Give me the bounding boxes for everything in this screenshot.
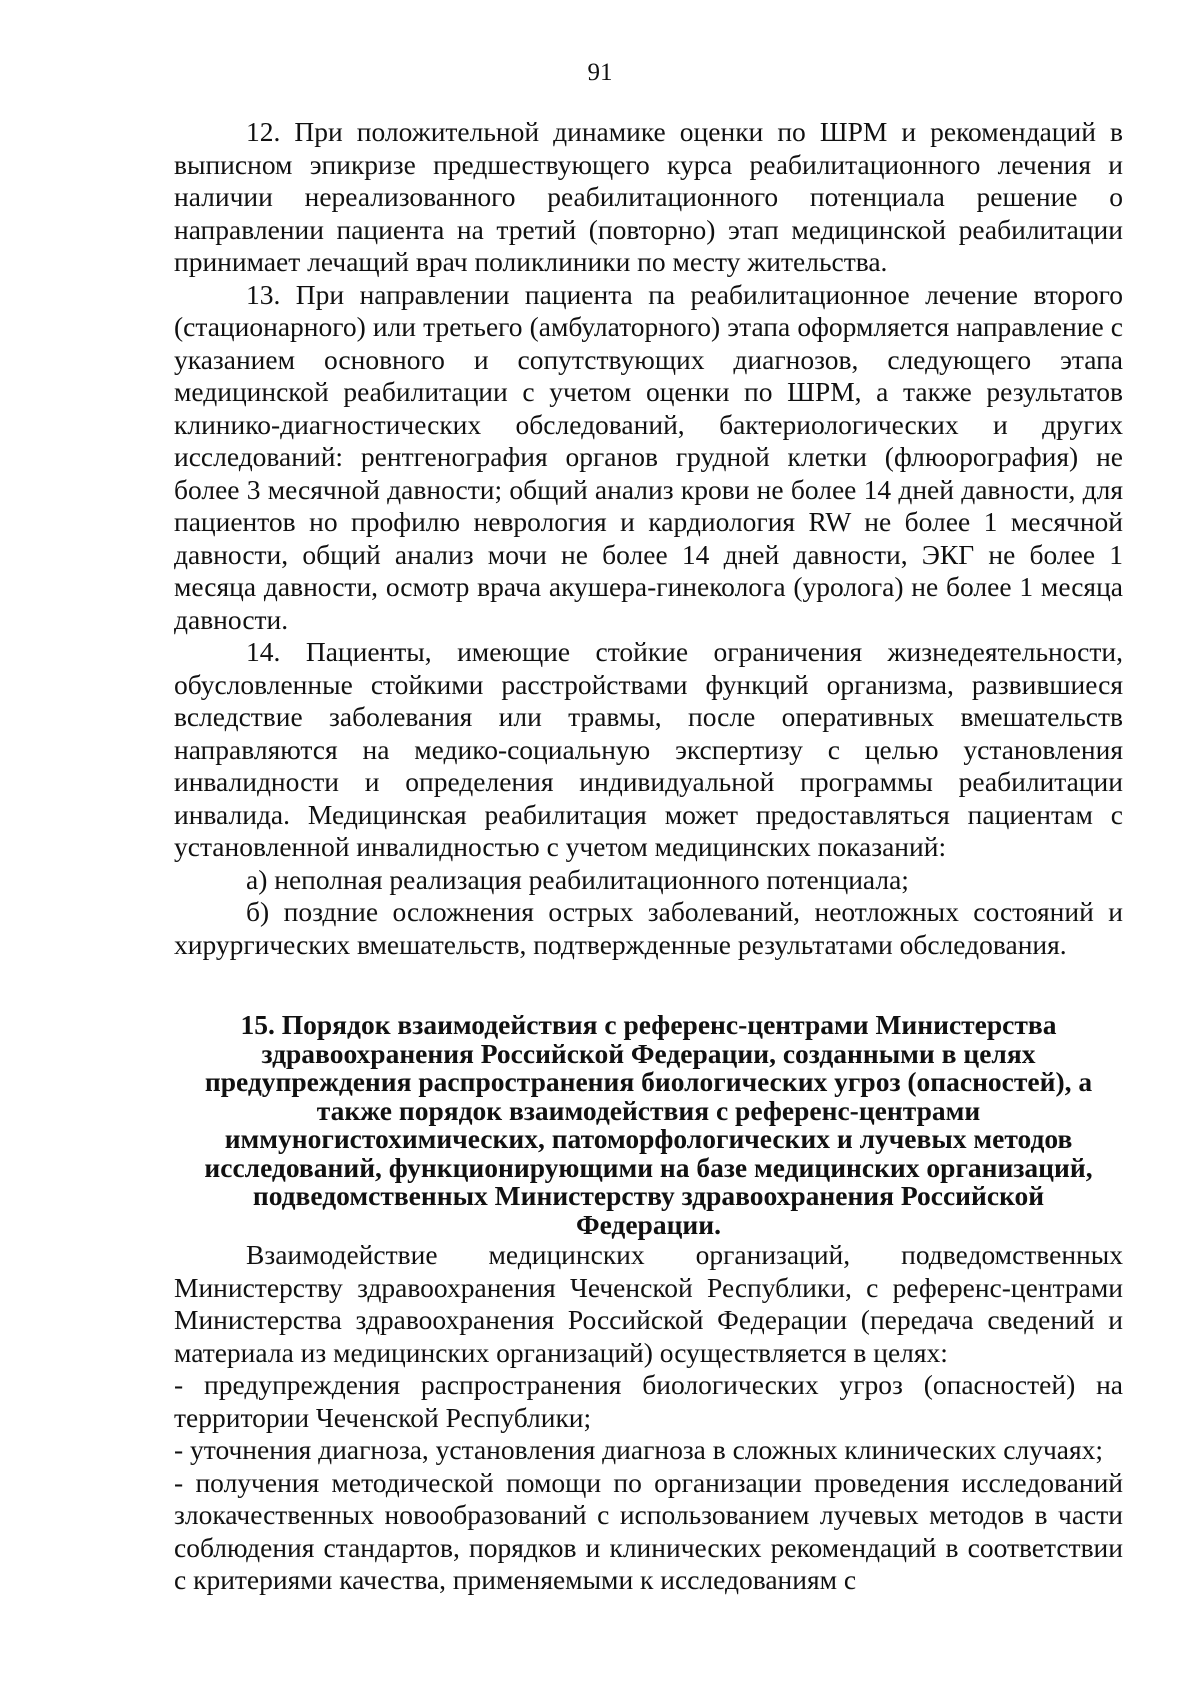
paragraph-interaction-intro: Взаимодействие медицинских организаций, подведомственных Министерству здравоохранения Чеченской Республики, с референс-центрами Министерства здравоохранения Российской Федерации (передача сведений и материала из медицинских организаций) осуществляется в целях: <box>174 1239 1123 1368</box>
paragraph-13: 13. При направлении пациента па реабилитационное лечение второго (стационарного) или третьего (амбулаторного) этапа оформляется направление с указанием основного и сопутствующих диагнозов, следующего этапа медицинской реабилитации с учетом оценки по ШРМ, а также результатов клинико-диагностических обследований, бактериологических и других исследований: рентгенография органов грудной клетки (флюорография) не более 3 месячной давности; общий анализ крови не более 14 дней давности, для пациентов но профилю неврология и кардиология RW не более 1 месячной давности, общий анализ мочи не более 14 дней давности, ЭКГ не более 1 месяца давности, осмотр врача акушера-гинеколога (уролога) не более 1 месяца давности. <box>174 278 1123 635</box>
list-item-diagnosis: - уточнения диагноза, установления диагноза в сложных клинических случаях; <box>174 1434 1104 1465</box>
section-heading-15: 15. Порядок взаимодействия с референс-центрами Министерства здравоохранения Российской Федерации, созданными в целях предупреждения распространения биологических угроз (опасностей), а также порядок взаимодействия с референс-центрами иммуногистохимических, патоморфологических и лучевых методов исследований, функционирующими на базе медицинских организаций, подведомственных Министерству здравоохранения Российской Федерации. <box>204 1009 1093 1240</box>
list-item-a: а) неполная реализация реабилитационного потенциала; <box>246 863 909 895</box>
paragraph-12: 12. При положительной динамике оценки по ШРМ и рекомендаций в выписном эпикризе предшествующего курса реабилитационного лечения и наличии нереализованного реабилитационного потенциала решение о направлении пациента на третий (повторно) этап медицинской реабилитации принимает лечащий врач поликлиники по месту жительства. <box>174 116 1123 277</box>
list-item-methodical-help: - получения методической помощи по организации проведения исследований злокачественных новообразований с использованием лучевых методов в части соблюдения стандартов, порядков и клинических рекомендаций в соответствии с критериями качества, применяемыми к исследованиям с <box>174 1466 1123 1595</box>
document-body <box>174 116 1123 1597</box>
page-number: 91 <box>587 59 613 86</box>
paragraph-14: 14. Пациенты, имеющие стойкие ограничения жизнедеятельности, обусловленные стойкими расстройствами функций организма, развившиеся вследствие заболевания или травмы, после оперативных вмешательств направляются на медико-социальную экспертизу с целью установления инвалидности и определения индивидуальной программы реабилитации инвалида. Медицинская реабилитация может предоставляться пациентам с установленной инвалидностью с учетом медицинских показаний: <box>174 636 1123 862</box>
list-item-bio-threats: - предупреждения распространения биологических угроз (опасностей) на территории Чеченской Республики; <box>174 1369 1123 1433</box>
list-item-b: б) поздние осложнения острых заболеваний, неотложных состояний и хирургических вмешательств, подтвержденные результатами обследования. <box>174 896 1123 960</box>
